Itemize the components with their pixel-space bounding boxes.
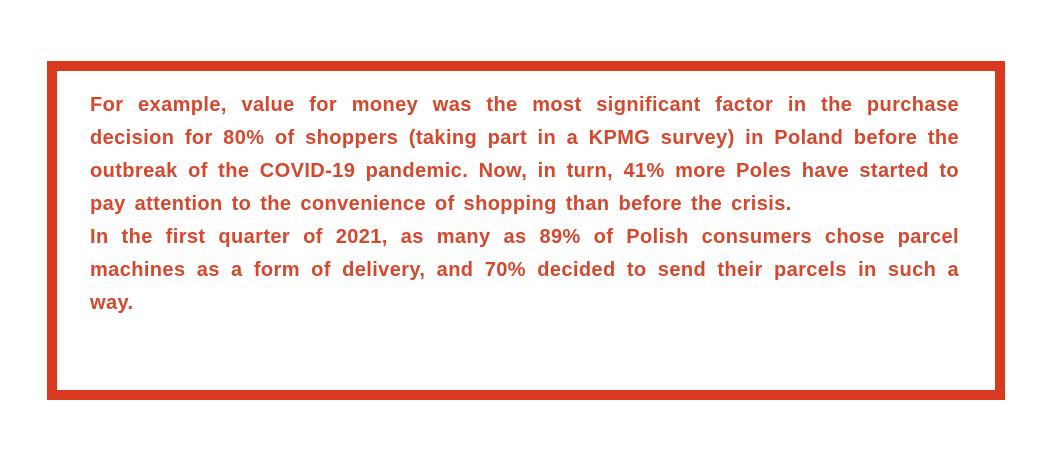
quote-box xyxy=(47,61,1005,400)
quote-text-block xyxy=(90,89,959,320)
quote-paragraph-1: For example, value for money was the most significant factor in the purchase decision for 80% of shoppers (taking part in a KPMG survey) in Poland before the outbreak of the COVID-19 pandemic. Now, in turn, 41% more Poles have started to pay attention to the convenience of shopping than before the crisis. xyxy=(90,94,959,215)
quote-paragraph-2: In the first quarter of 2021, as many as 89% of Polish consumers chose parcel machines as a form of delivery, and 70% decided to send their parcels in such a way. xyxy=(90,226,959,314)
